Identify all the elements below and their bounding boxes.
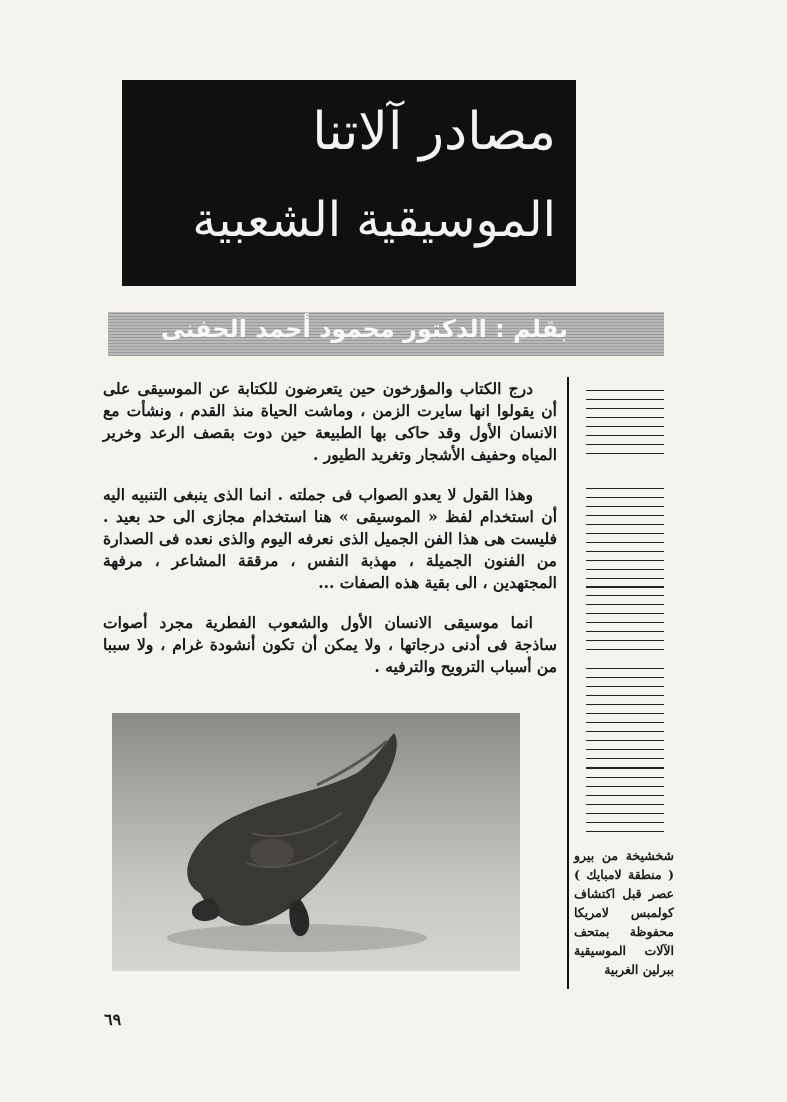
column-divider bbox=[567, 377, 569, 989]
margin-rule-group-4 bbox=[586, 668, 664, 776]
margin-rule-group-5 bbox=[586, 768, 664, 840]
margin-rule-group-2 bbox=[586, 488, 664, 596]
paragraph-2: وهذا القول لا يعدو الصواب فى جملته . انما الذى ينبغى التنبيه اليه أن استخدام لفظ « الموسيقى » هنا استخدام مجازى الى حد بعيد . فليست هى هذا الفن الجميل الذى نعرفه اليوم والذى نعده فى الصدارة من الفنون الجميلة ، مهذبة النفس ، مرققة المشاعر ، مرفهة المجتهدين ، الى بقية هذه الصفات ... bbox=[103, 485, 557, 592]
title-block bbox=[122, 80, 576, 286]
margin-rule-group-1 bbox=[586, 390, 664, 462]
rattle-illustration bbox=[112, 713, 520, 971]
author-byline: بقلم : الدكتور محمود أحمد الحفنى bbox=[161, 315, 568, 343]
figure-caption: شخشيخة من بيرو ( منطقة لامبايك ) عصر قبل اكتشاف كولمبس لامريكا محفوظة بمتحف الآلات الموسيقية ببرلين الغربية bbox=[574, 848, 674, 977]
paragraph-3: انما موسيقى الانسان الأول والشعوب الفطرية مجرد أصوات ساذجة فى أدنى درجاتها ، ولا يمكن أن تكون أنشودة غرام ، ولا سببا من أسباب الترويح والترفيه . bbox=[103, 613, 557, 676]
article-title-line-1: مصادر آلاتنا bbox=[312, 102, 556, 162]
margin-rule-group-3 bbox=[586, 586, 664, 658]
article-title-line-2: الموسيقية الشعبية bbox=[192, 192, 556, 248]
byline-banner bbox=[108, 312, 664, 356]
article-body bbox=[103, 378, 557, 696]
page-number: ٦٩ bbox=[104, 1010, 122, 1029]
paragraph-1: درج الكتاب والمؤرخون حين يتعرضون للكتابة عن الموسيقى على أن يقولوا انها سايرت الزمن ، وماشت الحياة منذ القدم ، ونشأت مع الانسان الأول وقد حاكى بها الطبيعة حين دوت بقصف الرعد وخرير المياه وحفيف الأشجار وتغريد الطيور . bbox=[103, 379, 557, 464]
artifact-photo bbox=[112, 713, 520, 971]
